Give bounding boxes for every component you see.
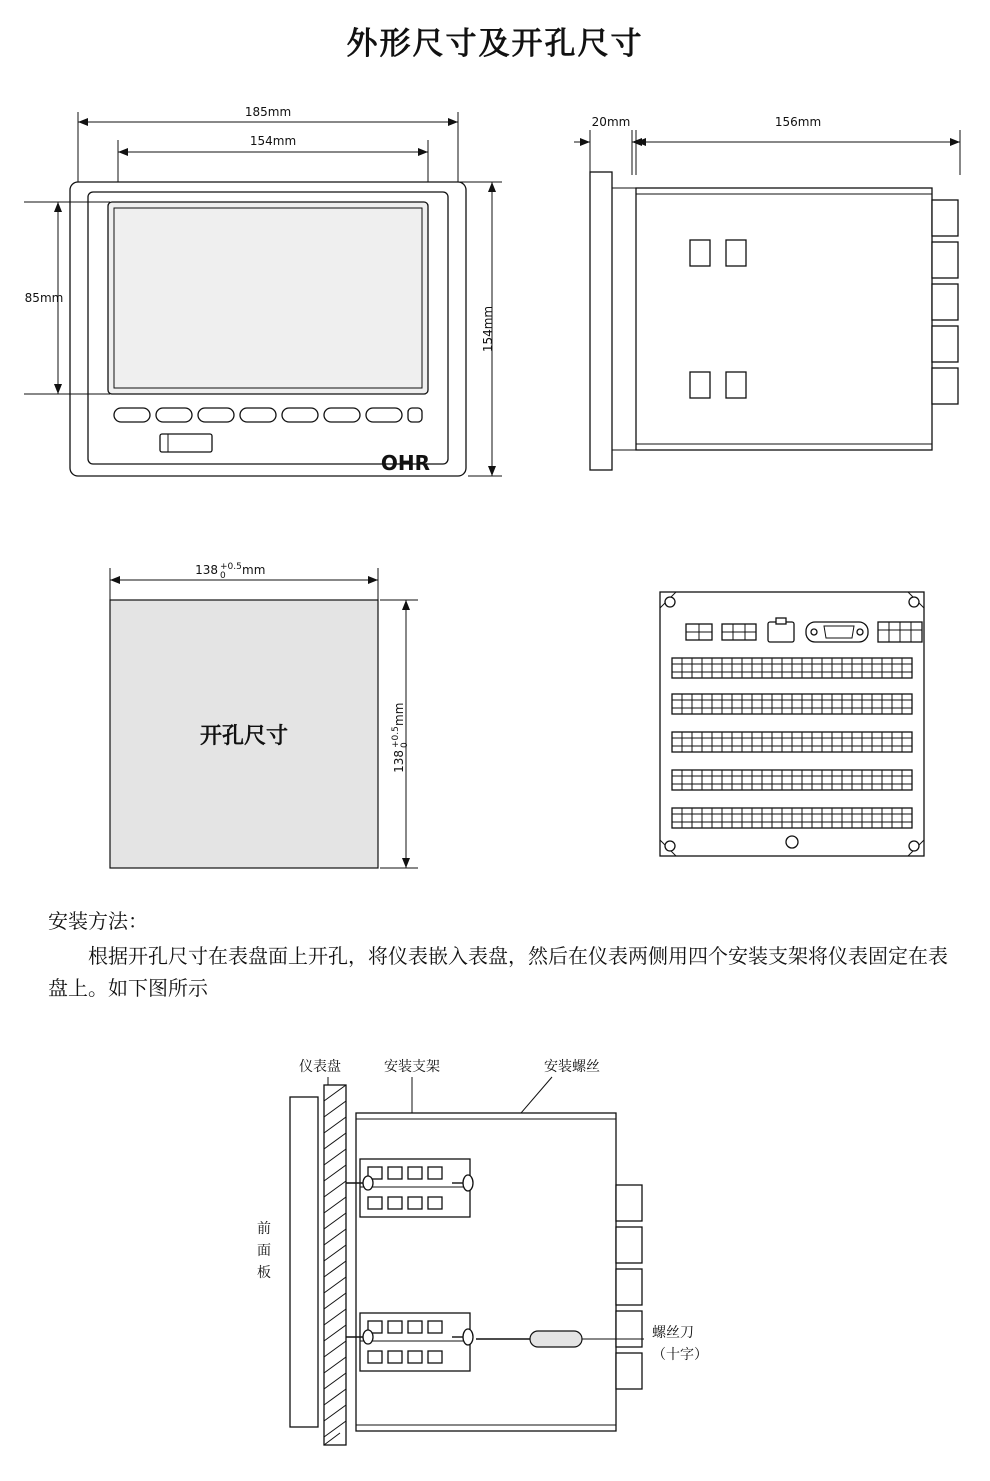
installation-diagram (200, 1055, 820, 1465)
dim-front-depth: 20mm (591, 115, 631, 129)
label-front-panel-3: 板 (257, 1265, 271, 1281)
side-view (540, 90, 990, 510)
label-front-panel-2: 面 (257, 1243, 271, 1259)
label-panel: 仪表盘 (299, 1059, 341, 1075)
bracket-bottom (346, 1313, 473, 1371)
page-title: 外形尺寸及开孔尺寸 (346, 26, 644, 62)
label-screwdriver-line1: 螺丝刀 (652, 1325, 694, 1341)
dim-overall-height: 154mm (481, 305, 495, 353)
dim-bezel-width: 154mm (249, 134, 297, 148)
panel-cutout-view (70, 540, 470, 890)
dim-cutout-width-tol-upper: +0.5 (220, 562, 242, 572)
dim-overall-width: 185mm (244, 105, 292, 119)
dim-cutout-height-tol-lower: 0 (400, 742, 410, 748)
dim-cutout-width-base: 138 (195, 563, 218, 577)
rear-terminal-view (640, 580, 940, 870)
dim-screen-height: 85mm (24, 291, 64, 305)
dim-cutout-height-base: 138 (392, 750, 406, 773)
dim-cutout-width-unit: mm (242, 563, 266, 577)
dim-cutout-height-unit: mm (392, 702, 406, 726)
dim-cutout-height-tol-upper: +0.5 (391, 726, 401, 748)
brand-label: OHR (380, 451, 430, 475)
label-screw: 安装螺丝 (544, 1059, 600, 1075)
label-bracket: 安装支架 (384, 1059, 440, 1075)
cutout-label: 开孔尺寸 (199, 723, 289, 749)
front-view (0, 90, 520, 510)
label-screwdriver-line2: （十字） (652, 1347, 708, 1363)
bracket-top (346, 1159, 473, 1217)
install-paragraph: 根据开孔尺寸在表盘面上开孔，将仪表嵌入表盘，然后在仪表两侧用四个安装支架将仪表固定在表盘上。如下图所示 (48, 944, 948, 1000)
label-front-panel-1: 前 (257, 1221, 271, 1237)
install-heading: 安装方法： (48, 909, 148, 933)
dim-cutout-width-tol-lower: 0 (220, 571, 226, 581)
dim-body-depth: 156mm (774, 115, 822, 129)
front-buttons (114, 408, 422, 422)
